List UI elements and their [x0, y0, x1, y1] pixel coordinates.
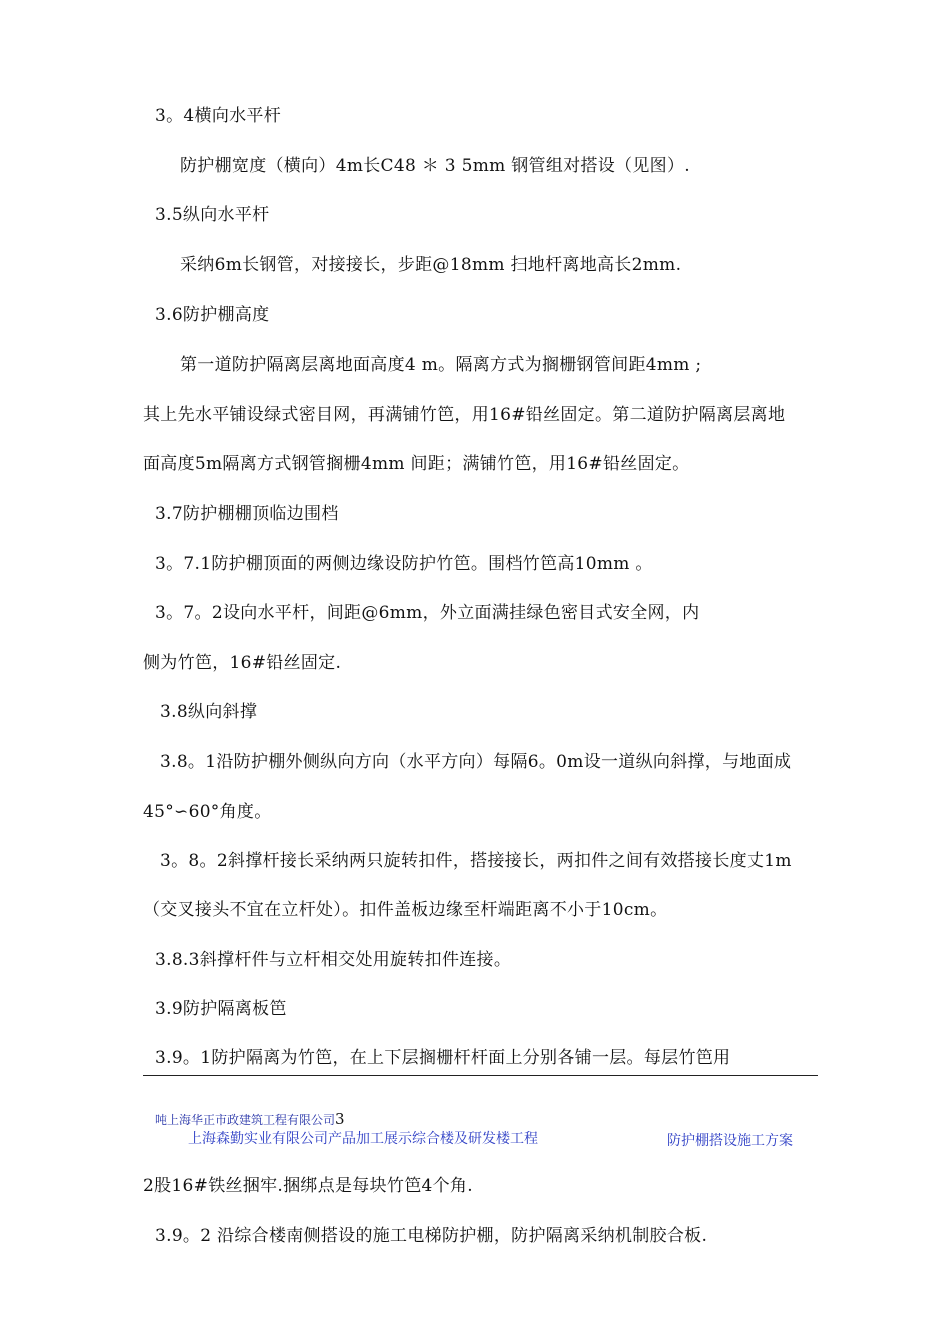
section-heading: 3.6防护棚高度	[155, 305, 270, 325]
paragraph-line: 采纳6m长钢管，对接接长，步距@18mm 扫地杆离地高长2mm.	[180, 255, 682, 275]
paragraph-line: 侧为竹笆，16#铅丝固定.	[143, 653, 342, 673]
paragraph-line: 3.8。1沿防护棚外侧纵向方向（水平方向）每隔6。0m设一道纵向斜撑，与地面成	[160, 752, 792, 772]
page-number: 3	[335, 1110, 345, 1128]
footer-divider	[143, 1075, 818, 1076]
paragraph-line: 3。7。2设向水平杆，间距@6mm，外立面满挂绿色密目式安全网，内	[155, 603, 700, 623]
paragraph-line: （交叉接头不宜在立杆处）。扣件盖板边缘至杆端距离不小于10cm。	[143, 900, 668, 920]
section-heading: 3。4横向水平杆	[155, 106, 282, 126]
footer-document-title: 防护棚搭设施工方案	[667, 1133, 793, 1149]
section-heading: 3.5纵向水平杆	[155, 205, 270, 225]
footer-project-title: 上海森勤实业有限公司产品加工展示综合楼及研发楼工程	[188, 1131, 538, 1147]
paragraph-line: 3.8.3斜撑杆件与立杆相交处用旋转扣件连接。	[155, 950, 512, 970]
paragraph-line: 3。7.1防护棚顶面的两侧边缘设防护竹笆。围档竹笆高10mm 。	[155, 554, 653, 574]
section-heading: 3.7防护棚棚顶临边围档	[155, 504, 339, 524]
paragraph-line: 第一道防护隔离层离地面高度4 m。隔离方式为搁栅钢管间距4mm ;	[180, 355, 702, 375]
footer-company	[155, 1110, 345, 1128]
section-heading: 3.8纵向斜撑	[160, 702, 258, 722]
paragraph-line: 防护棚宽度（横向）4m长C48 ＊ 3 5mm 钢管组对搭设（见图）.	[180, 156, 690, 176]
paragraph-line: 面高度5m隔离方式钢管搁栅4mm 间距；满铺竹笆，用16#铅丝固定。	[143, 454, 690, 474]
paragraph-line: 3.9。1防护隔离为竹笆，在上下层搁栅杆杆面上分别各铺一层。每层竹笆用	[155, 1048, 731, 1068]
paragraph-line: 3。8。2斜撑杆接长采纳两只旋转扣件，搭接接长，两扣件之间有效搭接长度丈1m	[160, 851, 792, 871]
footer-company-name: 吨上海华正市政建筑工程有限公司	[155, 1113, 336, 1127]
paragraph-line: 其上先水平铺设绿式密目网，再满铺竹笆，用16#铅丝固定。第二道防护隔离层离地	[143, 405, 786, 425]
paragraph-line: 3.9。2 沿综合楼南侧搭设的施工电梯防护棚，防护隔离采纳机制胶合板.	[155, 1226, 708, 1246]
paragraph-line: 2股16#铁丝捆牢.捆绑点是每块竹笆4个角.	[143, 1176, 473, 1196]
paragraph-line: 45°∽60°角度。	[143, 802, 272, 822]
section-heading: 3.9防护隔离板笆	[155, 999, 287, 1019]
